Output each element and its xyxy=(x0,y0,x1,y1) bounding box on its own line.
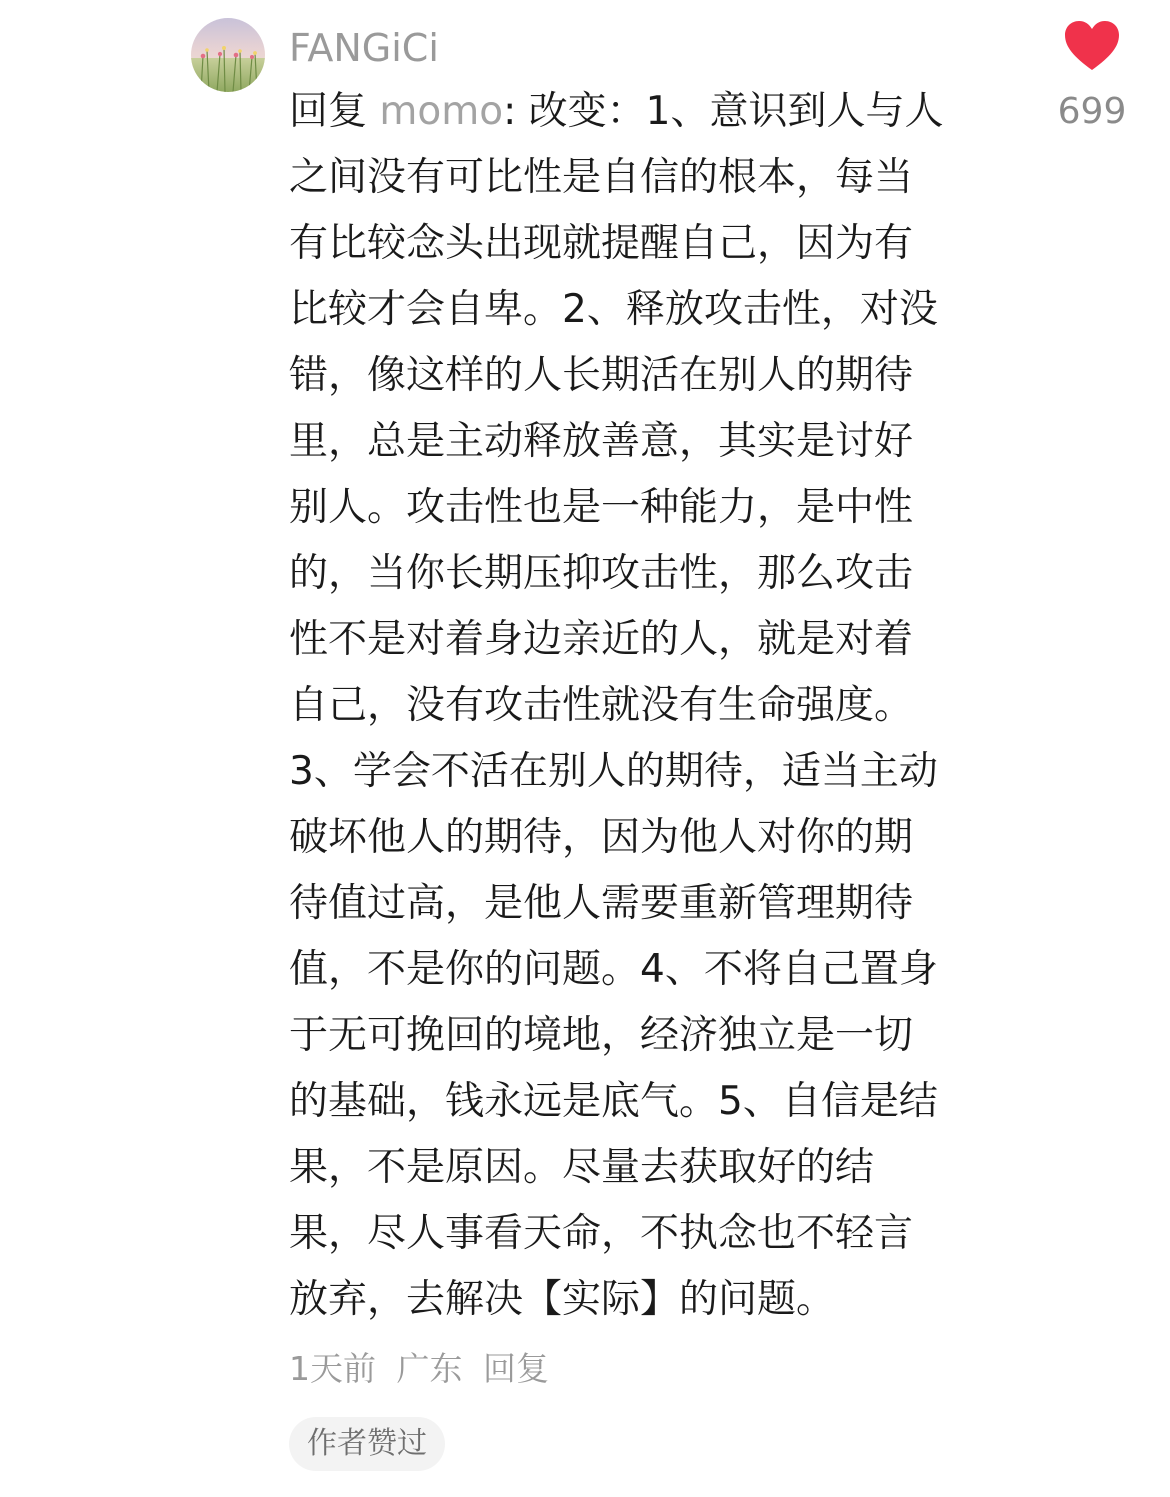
comment-line: 果，尽人事看天命，不执念也不轻言 xyxy=(289,1211,914,1256)
comment-line: 错，像这样的人长期活在别人的期待 xyxy=(289,353,914,398)
reply-target-username[interactable]: momo xyxy=(379,89,504,134)
comment-line: 的，当你长期压抑攻击性，那么攻击 xyxy=(289,551,914,596)
comment-line: 别人。攻击性也是一种能力，是中性 xyxy=(289,485,914,530)
comment-line: 之间没有可比性是自信的根本，每当 xyxy=(289,155,914,200)
comment-line: 于无可挽回的境地，经济独立是一切 xyxy=(289,1013,914,1058)
comment-line: 比较才会自卑。2、释放攻击性，对没 xyxy=(289,287,938,332)
comment-line: 性不是对着身边亲近的人，就是对着 xyxy=(289,617,914,662)
comment-text xyxy=(289,79,1009,1333)
comment-line: 待值过高，是他人需要重新管理期待 xyxy=(289,881,914,926)
comment-meta xyxy=(289,1346,559,1392)
comment-time: 1天前 xyxy=(289,1349,376,1388)
comment-location: 广东 xyxy=(396,1349,463,1388)
comment-line: 自己，没有攻击性就没有生命强度。 xyxy=(289,683,914,728)
comment-line-text: : 改变：1、意识到人与人 xyxy=(503,89,944,134)
author-liked-badge: 作者赞过 xyxy=(289,1417,445,1471)
like-button[interactable] xyxy=(1052,20,1132,134)
comment-line: 破坏他人的期待，因为他人对你的期 xyxy=(289,815,914,860)
comment-line: 值，不是你的问题。4、不将自己置身 xyxy=(289,947,938,992)
comment-line: 3、学会不活在别人的期待，适当主动 xyxy=(289,749,938,794)
comment-line: 果，不是原因。尽量去获取好的结 xyxy=(289,1145,875,1190)
comment-line: 的基础，钱永远是底气。5、自信是结 xyxy=(289,1079,938,1124)
comment-line: 放弃，去解决【实际】的问题。 xyxy=(289,1277,836,1322)
heart-icon[interactable] xyxy=(1064,20,1120,72)
comment-line: 里，总是主动释放善意，其实是讨好 xyxy=(289,419,914,464)
username[interactable]: FANGiCi xyxy=(289,26,439,70)
comment-line xyxy=(289,79,1009,145)
like-count: 699 xyxy=(1057,91,1127,132)
user-avatar[interactable] xyxy=(191,18,265,92)
comment-line: 有比较念头出现就提醒自己，因为有 xyxy=(289,221,914,266)
avatar-image xyxy=(191,18,265,92)
reply-prefix: 回复 xyxy=(289,89,380,134)
reply-button[interactable]: 回复 xyxy=(483,1349,549,1388)
